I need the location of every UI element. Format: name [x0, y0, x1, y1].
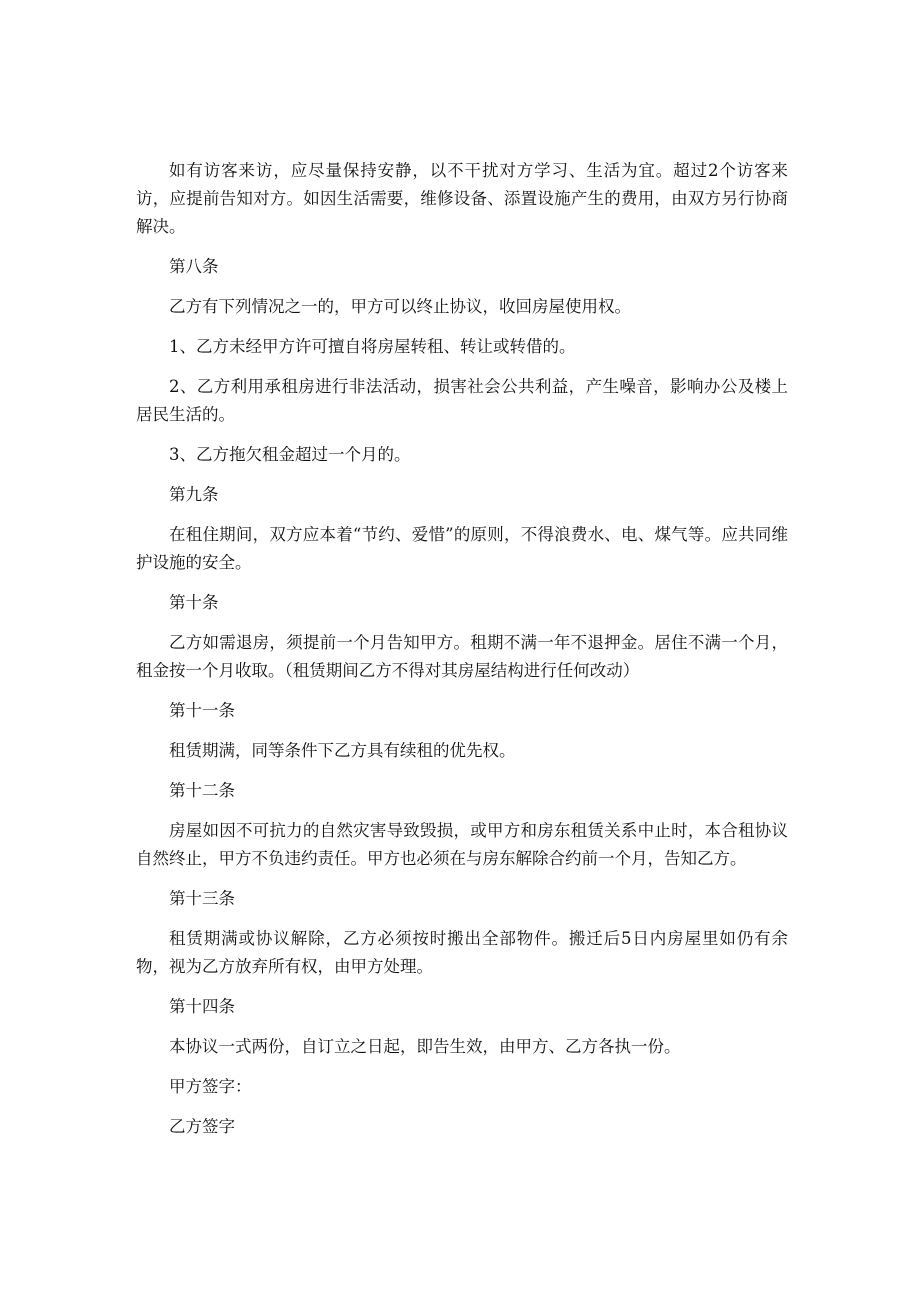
paragraph-termination-3: 3、乙方拖欠租金超过一个月的。	[169, 445, 411, 464]
article-14-heading: 第十四条	[169, 997, 235, 1016]
article-12-heading: 第十二条	[169, 781, 235, 800]
article-13-heading: 第十三条	[169, 889, 235, 908]
paragraph-termination-1: 1、乙方未经甲方许可擅自将房屋转租、转让或转借的。	[169, 337, 576, 356]
paragraph-vacate: 租赁期满或协议解除，乙方必须按时搬出全部物件。搬迁后5日内房屋里如仍有余物，视为乙方放弃所有权，由甲方处理。	[136, 929, 788, 976]
paragraph-force-majeure: 房屋如因不可抗力的自然灾害导致毁损，或甲方和房东租赁关系中止时，本合租协议自然终止，甲方不负违约责任。甲方也必须在与房东解除合约前一个月，告知乙方。	[136, 821, 788, 868]
party-a-signature-label: 甲方签字：	[169, 1077, 252, 1096]
party-b-signature-label: 乙方签字	[169, 1117, 235, 1136]
paragraph-move-out: 乙方如需退房，须提前一个月告知甲方。租期不满一年不退押金。居住不满一个月，租金按一个月收取。（租赁期间乙方不得对其房屋结构进行任何改动）	[136, 633, 788, 680]
document-body	[136, 157, 788, 1153]
article-8-heading: 第八条	[169, 257, 219, 276]
paragraph-visitors: 如有访客来访，应尽量保持安静，以不干扰对方学习、生活为宜。超过2个访客来访，应提前告知对方。如因生活需要，维修设备、添置设施产生的费用，由双方另行协商解决。	[136, 161, 788, 236]
article-11-heading: 第十一条	[169, 701, 235, 720]
paragraph-renewal: 租赁期满，同等条件下乙方具有续租的优先权。	[169, 741, 516, 760]
article-10-heading: 第十条	[169, 593, 219, 612]
paragraph-conservation: 在租住期间，双方应本着“节约、爱惜”的原则，不得浪费水、电、煤气等。应共同维护设施的安全。	[136, 525, 788, 572]
article-9-heading: 第九条	[169, 485, 219, 504]
paragraph-termination-2: 2、乙方利用承租房进行非法活动，损害社会公共利益，产生噪音，影响办公及楼上居民生活的。	[136, 377, 788, 424]
paragraph-termination-intro: 乙方有下列情况之一的，甲方可以终止协议，收回房屋使用权。	[169, 297, 631, 316]
paragraph-copies: 本协议一式两份，自订立之日起，即告生效，由甲方、乙方各执一份。	[169, 1037, 681, 1056]
